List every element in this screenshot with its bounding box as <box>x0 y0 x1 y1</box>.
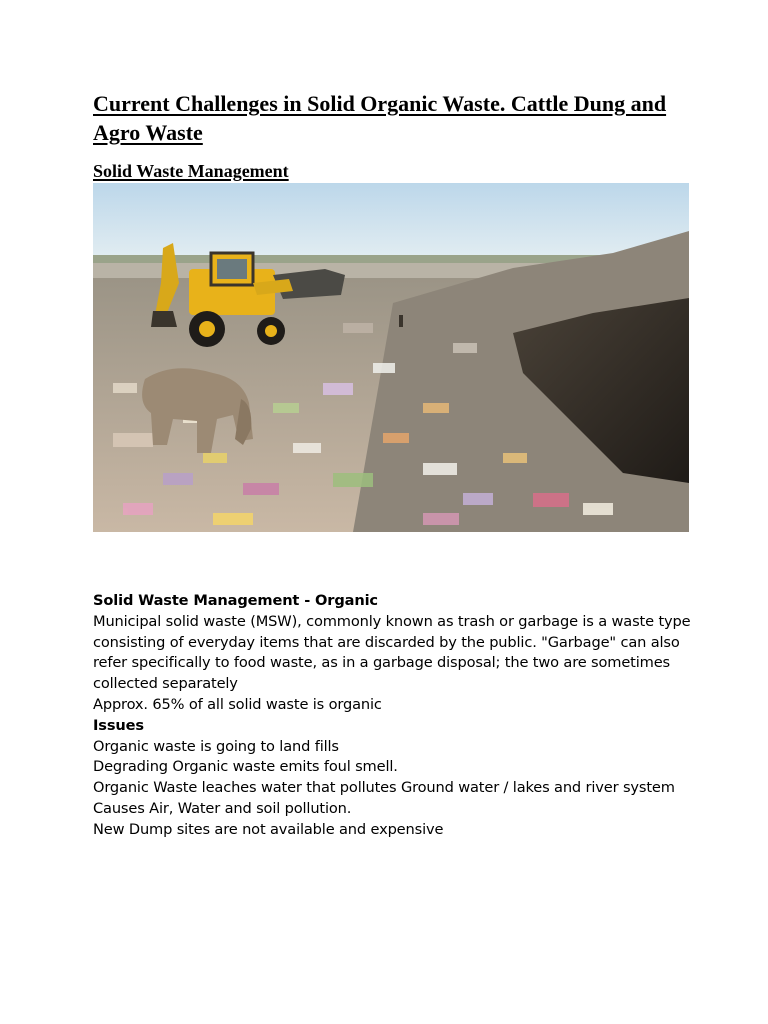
issue-item: Causes Air, Water and soil pollution. <box>93 799 352 817</box>
section-subtitle: Solid Waste Management <box>93 161 289 181</box>
body-text-block <box>93 591 693 841</box>
landfill-photo <box>93 183 689 532</box>
issue-item: Organic waste is going to land fills <box>93 737 339 755</box>
msw-paragraph: Municipal solid waste (MSW), commonly known as trash or garbage is a waste type consisting of everyday items that are discarded by the public. "Garbage" can also refer specifically to food waste, as in a garbage disposal; the two are sometimes collected separately <box>93 612 691 693</box>
issue-item: Degrading Organic waste emits foul smell. <box>93 758 398 776</box>
issue-item: Organic Waste leaches water that pollutes Ground water / lakes and river system <box>93 779 675 797</box>
page-title: Current Challenges in Solid Organic Waste. Cattle Dung and Agro Waste <box>93 91 667 145</box>
issues-heading: Issues <box>93 716 144 734</box>
issue-item: New Dump sites are not available and expensive <box>93 820 444 838</box>
approx-statement: Approx. 65% of all solid waste is organic <box>93 695 382 713</box>
section-heading-organic: Solid Waste Management - Organic <box>93 592 378 609</box>
